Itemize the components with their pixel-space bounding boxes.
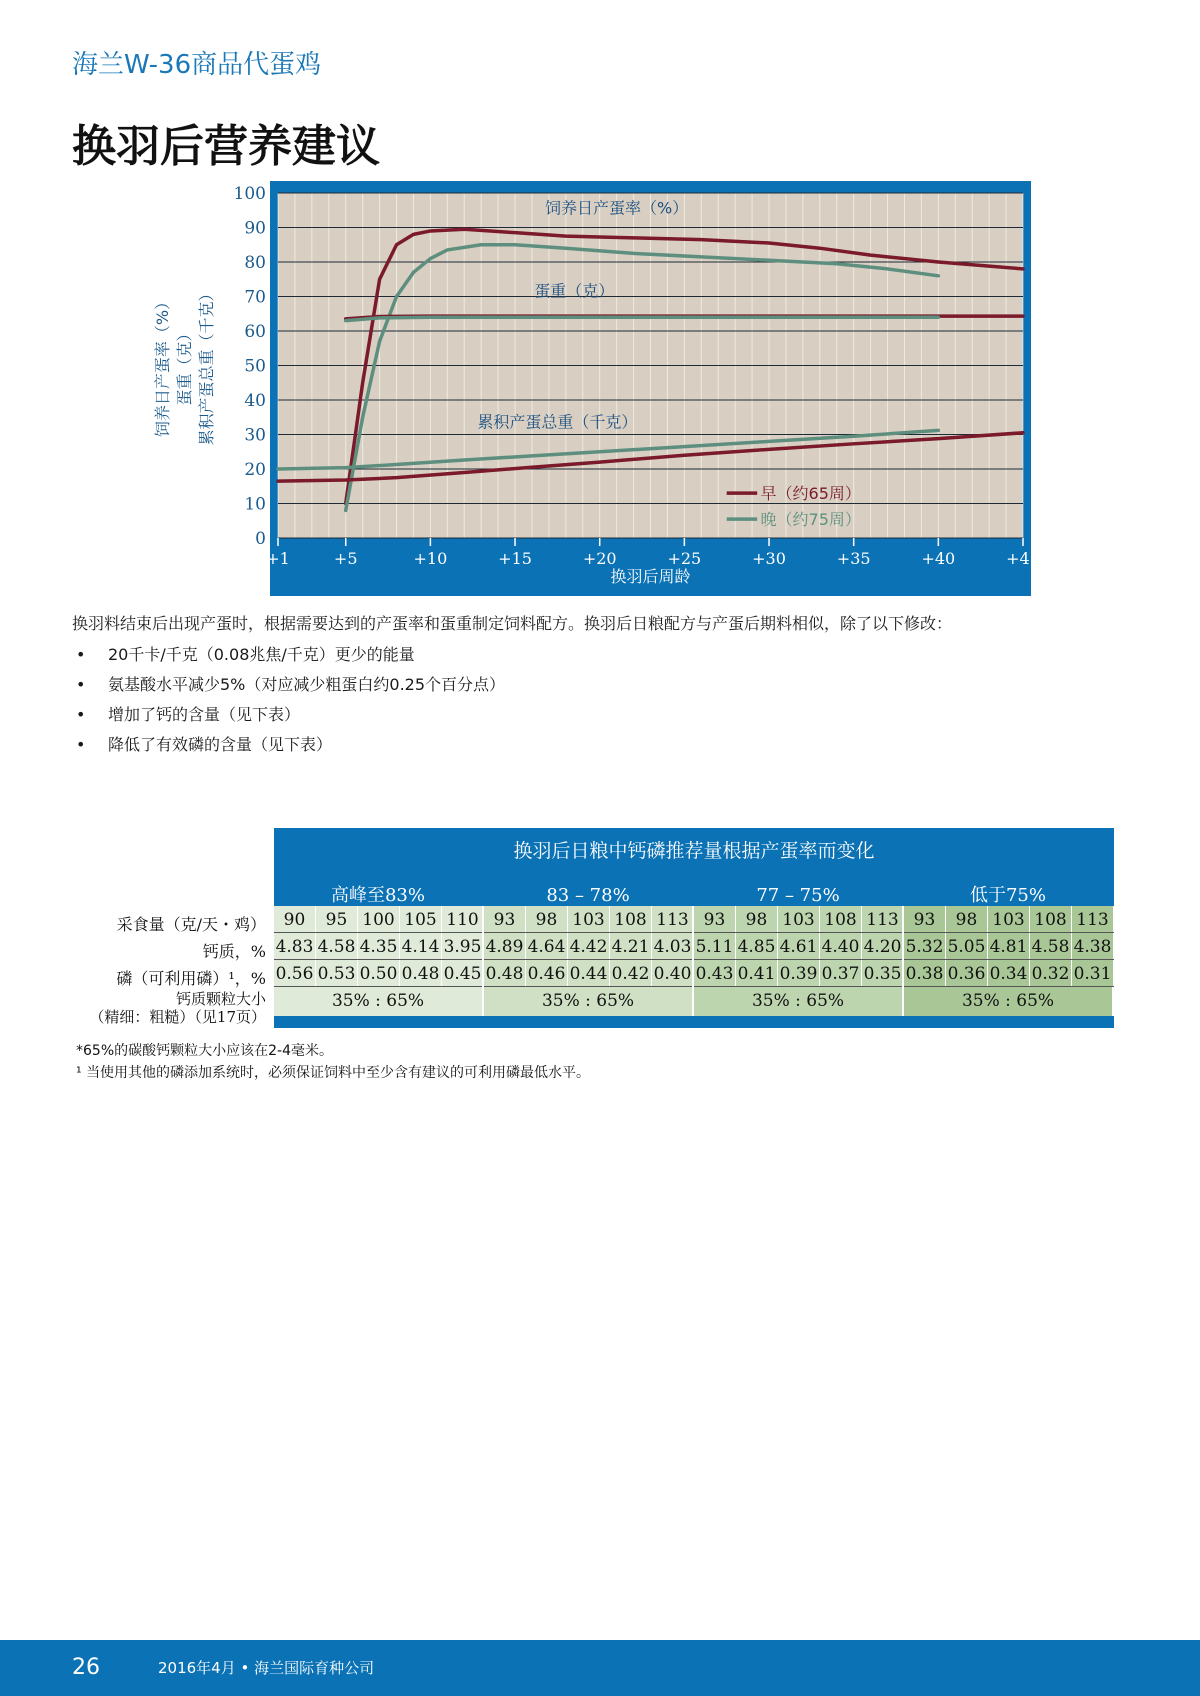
y-axis-label: 蛋重（克） <box>175 325 194 406</box>
x-tick-label: +30 <box>752 549 786 568</box>
table-cell: 0.37 <box>820 960 862 986</box>
intro-text: 换羽料结束后出现产蛋时，根据需要达到的产蛋率和蛋重制定饲料配方。换羽后日粮配方与产蛋后期料相似，除了以下修改： <box>72 614 953 633</box>
table-cell: 0.43 <box>694 960 736 986</box>
table-cell: 4.89 <box>484 933 526 959</box>
table-cell: 5.32 <box>904 933 946 959</box>
table-cell: 0.41 <box>736 960 778 986</box>
y-axis-label: 累积产蛋总重（千克） <box>197 285 216 446</box>
table-cell: 35% : 65% <box>484 987 693 1016</box>
table-cell: 103 <box>568 906 610 932</box>
list-item <box>72 670 505 700</box>
list-item-text: 降低了有效磷的含量（见下表） <box>108 735 333 754</box>
table-cell: 103 <box>988 906 1030 932</box>
y-tick-label: 100 <box>233 184 266 204</box>
row-label-particle-line2: （精细：粗糙）（见17页） <box>89 1008 266 1026</box>
table-cell: 100 <box>358 906 400 932</box>
y-tick-label: 60 <box>244 322 266 342</box>
table-cell: 0.46 <box>526 960 568 986</box>
table-cell: 98 <box>736 906 778 932</box>
group-header: 83 – 78% <box>484 882 692 907</box>
x-tick-label: +35 <box>836 549 871 568</box>
list-item <box>72 700 505 730</box>
x-tick-label: +5 <box>333 549 358 568</box>
group-separator <box>482 906 484 1016</box>
table-cell: 4.85 <box>736 933 778 959</box>
table-cell: 105 <box>400 906 442 932</box>
series-annotation: 饲养日产蛋率（%） <box>545 198 689 218</box>
table-cell: 5.11 <box>694 933 736 959</box>
row-label-phosphorus: 磷（可利用磷）¹，% <box>116 969 266 988</box>
bullet-icon: • <box>76 735 86 754</box>
x-tick-label: +40 <box>921 549 956 568</box>
table-cell: 0.45 <box>442 960 484 986</box>
table-cell: 4.58 <box>316 933 358 959</box>
y-tick-label: 10 <box>244 494 266 515</box>
row-label-feed: 采食量（克/天・鸡） <box>116 915 266 934</box>
table-cell: 0.44 <box>568 960 610 986</box>
table-row <box>274 960 1114 987</box>
table-cell: 0.34 <box>988 960 1030 986</box>
y-tick-label: 70 <box>244 287 266 308</box>
table-cell: 93 <box>904 906 946 932</box>
list-item-text: 增加了钙的含量（见下表） <box>108 705 301 724</box>
table-cell: 4.03 <box>652 933 694 959</box>
y-tick-label: 50 <box>244 356 266 377</box>
table-cell: 108 <box>610 906 652 932</box>
table-cell: 4.35 <box>358 933 400 959</box>
table-cell: 0.35 <box>862 960 904 986</box>
bullet-icon: • <box>76 645 86 664</box>
bullet-icon: • <box>76 675 86 694</box>
table-cell: 108 <box>820 906 862 932</box>
table-cell: 113 <box>1072 906 1114 932</box>
table-cell: 0.48 <box>400 960 442 986</box>
page-title: 换羽后营养建议 <box>72 121 380 172</box>
table-cell: 4.14 <box>400 933 442 959</box>
table-cell: 0.38 <box>904 960 946 986</box>
list-item-text: 20千卡/千克（0.08兆焦/千克）更少的能量 <box>108 645 415 664</box>
egg-production-chart <box>150 180 1120 600</box>
y-tick-label: 30 <box>244 425 266 446</box>
modification-list <box>72 640 505 760</box>
table-cell: 5.05 <box>946 933 988 959</box>
table-cell: 35% : 65% <box>694 987 903 1016</box>
group-separator <box>902 906 904 1016</box>
table-cell: 3.95 <box>442 933 484 959</box>
table-cell: 90 <box>274 906 316 932</box>
group-separator <box>692 906 694 1016</box>
table-cell: 4.21 <box>610 933 652 959</box>
x-tick-label: +1 <box>266 549 290 568</box>
table-cell: 113 <box>862 906 904 932</box>
y-tick-label: 90 <box>244 218 266 239</box>
row-label-particle-line1: 钙质颗粒大小 <box>175 990 266 1008</box>
table-cell: 0.53 <box>316 960 358 986</box>
table-cell: 4.81 <box>988 933 1030 959</box>
table-cell: 4.38 <box>1072 933 1114 959</box>
series-annotation: 蛋重（克） <box>534 281 615 301</box>
series-annotation: 累积产蛋总重（千克） <box>477 412 638 432</box>
footnote-particle: *65%的碳酸钙颗粒大小应该在2-4毫米。 <box>76 1043 333 1059</box>
table-group-header <box>274 874 1114 906</box>
footer-info: 2016年4月 • 海兰国际育种公司 <box>158 1659 375 1677</box>
table-cell: 4.58 <box>1030 933 1072 959</box>
table-cell: 98 <box>526 906 568 932</box>
brand-header: 海兰W-36商品代蛋鸡 <box>72 50 322 80</box>
table-cell: 93 <box>694 906 736 932</box>
table-cell: 4.64 <box>526 933 568 959</box>
table-cell: 35% : 65% <box>904 987 1113 1016</box>
table-cell: 0.39 <box>778 960 820 986</box>
table-cell: 0.50 <box>358 960 400 986</box>
table-row <box>274 933 1114 960</box>
table-cell: 0.42 <box>610 960 652 986</box>
x-tick-label: +25 <box>667 549 702 568</box>
y-axis-label: 饲养日产蛋率（%） <box>153 293 172 438</box>
table-cell: 0.36 <box>946 960 988 986</box>
x-tick-label: +10 <box>413 549 448 568</box>
y-tick-label: 40 <box>244 391 266 411</box>
table-cell: 108 <box>1030 906 1072 932</box>
y-tick-label: 20 <box>244 460 266 480</box>
table-cell: 4.83 <box>274 933 316 959</box>
table-cell: 4.20 <box>862 933 904 959</box>
x-axis-label: 换羽后周龄 <box>610 567 691 586</box>
chart-svg <box>150 180 1120 600</box>
bullet-icon: • <box>76 705 86 724</box>
group-header: 低于75% <box>904 882 1112 907</box>
footnote-phosphorus: ¹ 当使用其他的磷添加系统时，必须保证饲料中至少含有建议的可利用磷最低水平。 <box>76 1065 591 1081</box>
legend-label: 晚（约75周） <box>760 510 861 530</box>
x-tick-label: +15 <box>498 549 532 568</box>
y-tick-label: 80 <box>244 253 266 273</box>
row-label-particle <box>46 990 266 1026</box>
list-item <box>72 640 505 670</box>
table-cell: 35% : 65% <box>274 987 483 1016</box>
row-label-calcium: 钙质，% <box>202 942 266 961</box>
table-cell: 103 <box>778 906 820 932</box>
list-item-text: 氨基酸水平减少5%（对应减少粗蛋白约0.25个百分点） <box>108 675 506 694</box>
group-header: 高峰至83% <box>274 882 482 907</box>
table-cell: 0.31 <box>1072 960 1114 986</box>
table-title: 换羽后日粮中钙磷推荐量根据产蛋率而变化 <box>274 828 1114 874</box>
table-cell: 4.40 <box>820 933 862 959</box>
table-row <box>274 987 1114 1016</box>
y-tick-label: 0 <box>255 529 266 549</box>
x-tick-label: +20 <box>582 549 617 568</box>
legend-label: 早（约65周） <box>760 484 861 504</box>
table-cell: 98 <box>946 906 988 932</box>
table-footer-bar <box>274 1016 1114 1028</box>
table-cell: 95 <box>316 906 358 932</box>
table-cell: 4.61 <box>778 933 820 959</box>
table-cell: 0.56 <box>274 960 316 986</box>
page-footer <box>0 1640 1200 1696</box>
table-cell: 4.42 <box>568 933 610 959</box>
table-cell: 110 <box>442 906 484 932</box>
table-cell: 0.48 <box>484 960 526 986</box>
table-cell: 0.32 <box>1030 960 1072 986</box>
table-cell: 93 <box>484 906 526 932</box>
table-cell: 113 <box>652 906 694 932</box>
x-tick-label: +45 <box>1006 549 1040 568</box>
page-number: 26 <box>72 1655 100 1680</box>
table-row <box>274 906 1114 933</box>
list-item <box>72 730 505 760</box>
group-header: 77 – 75% <box>694 882 902 907</box>
table-cell: 0.40 <box>652 960 694 986</box>
